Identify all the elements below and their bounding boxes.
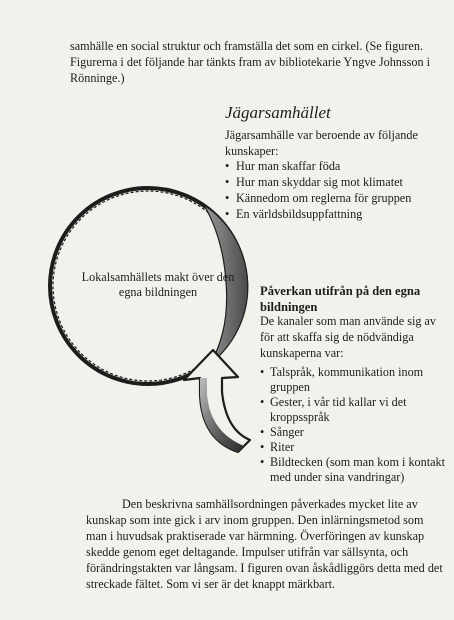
list-item: • Riter <box>260 440 450 455</box>
jagarsamhallet-lead: Jägarsamhälle var beroende av följande kunskaper: <box>225 128 418 158</box>
list-item: • En världsbildsuppfattning <box>225 206 435 222</box>
intro-paragraph: samhälle en social struktur och framställa det som en cirkel. (Se figuren. Figurerna i det följande har tänkts fram av bibliotekarie Yngve Johnsson i Rönninge.) <box>70 39 431 85</box>
list-item: • Hur man skyddar sig mot klimatet <box>225 174 435 190</box>
paverkan-lead: De kanaler som man använde sig av för att skaffa sig de nödvändiga kunskaperna var: <box>260 314 436 360</box>
list-item: • Kännedom om reglerna för gruppen <box>225 190 435 206</box>
paverkan-list <box>260 365 450 485</box>
list-item: • Hur man skaffar föda <box>225 158 435 174</box>
paverkan-heading: Påverkan utifrån på den egna bildningen <box>260 284 421 314</box>
list-item: • Talspråk, kommunikation inom gruppen <box>260 365 450 395</box>
list-item: • Sånger <box>260 425 450 440</box>
list-item: • Bildtecken (som man kom i kontakt med under sina vandringar) <box>260 455 450 485</box>
circle-label: Lokalsamhällets makt över den egna bildningen <box>81 270 235 299</box>
list-item: • Gester, i vår tid kallar vi det kroppsspråk <box>260 395 450 425</box>
closing-paragraph: Den beskrivna samhällsordningen påverkades mycket lite av kunskap som inte gick i arv inom gruppen. Den inlärningsmetod som man i huvudsak praktiserade var härmning. Överföringen av kunskap skedde genom eget deltagande. Impulser utifrån var sällsynta, och förändringstakten var långsam. I figuren ovan åskådliggörs detta med det streckade fältet. Som vi ser är det knappt märkbart. <box>86 497 443 591</box>
jagarsamhallet-heading: Jägarsamhället <box>225 103 331 122</box>
